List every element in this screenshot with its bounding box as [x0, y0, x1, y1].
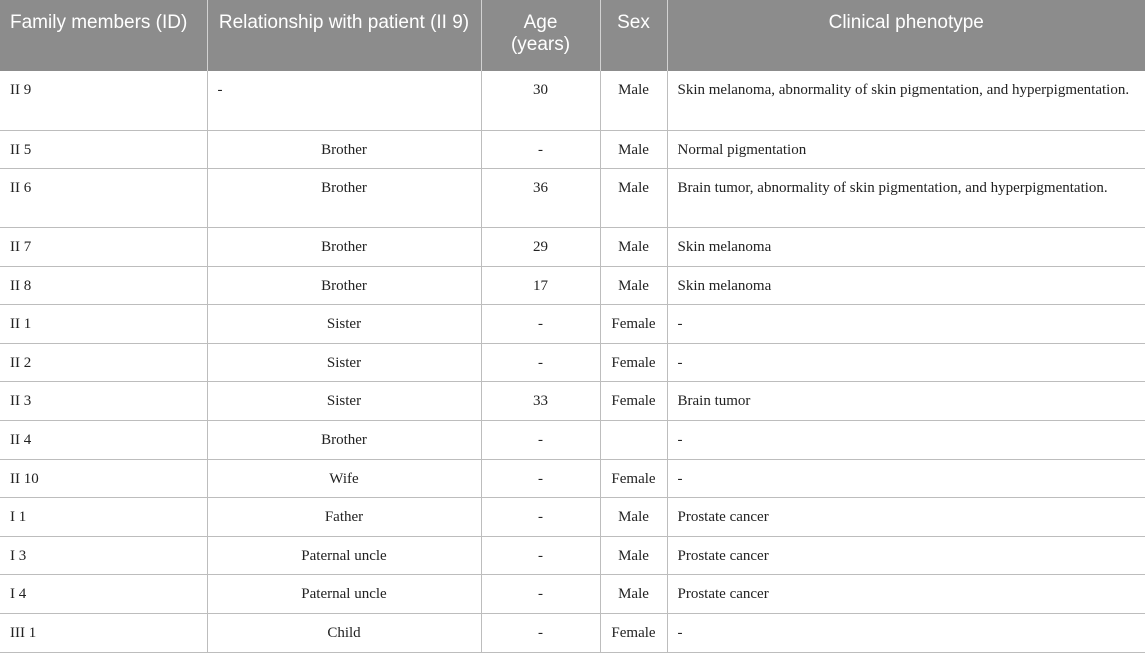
cell-member-id: I 3 [0, 536, 207, 575]
cell-phenotype: Brain tumor [667, 382, 1145, 421]
cell-phenotype: Skin melanoma [667, 228, 1145, 267]
table-row [0, 266, 1145, 305]
cell-age: - [481, 421, 600, 460]
cell-phenotype: - [667, 343, 1145, 382]
cell-phenotype: Brain tumor, abnormality of skin pigmentation, and hyperpigmentation. [667, 169, 1145, 228]
table-row [0, 343, 1145, 382]
cell-member-id: II 3 [0, 382, 207, 421]
cell-sex: Female [600, 305, 667, 344]
table-row [0, 228, 1145, 267]
cell-age: - [481, 575, 600, 614]
cell-relationship: Brother [207, 266, 481, 305]
cell-age: - [481, 614, 600, 653]
cell-relationship: Paternal uncle [207, 575, 481, 614]
cell-member-id: III 1 [0, 614, 207, 653]
table-row [0, 421, 1145, 460]
table-row [0, 130, 1145, 169]
cell-age: - [481, 305, 600, 344]
table-body [0, 71, 1145, 652]
cell-sex: Male [600, 266, 667, 305]
cell-sex: Female [600, 382, 667, 421]
table-row [0, 382, 1145, 421]
cell-member-id: II 5 [0, 130, 207, 169]
cell-sex: Female [600, 343, 667, 382]
cell-phenotype: - [667, 421, 1145, 460]
cell-age: - [481, 536, 600, 575]
cell-member-id: II 6 [0, 169, 207, 228]
cell-member-id: II 7 [0, 228, 207, 267]
cell-member-id: II 1 [0, 305, 207, 344]
cell-relationship: Sister [207, 382, 481, 421]
cell-sex: Female [600, 614, 667, 653]
cell-relationship: Wife [207, 459, 481, 498]
cell-phenotype: - [667, 614, 1145, 653]
cell-phenotype: Skin melanoma [667, 266, 1145, 305]
table-row [0, 305, 1145, 344]
cell-relationship: Paternal uncle [207, 536, 481, 575]
cell-age: - [481, 343, 600, 382]
cell-relationship: Sister [207, 305, 481, 344]
cell-member-id: II 4 [0, 421, 207, 460]
cell-phenotype: Prostate cancer [667, 498, 1145, 537]
cell-age: - [481, 130, 600, 169]
cell-relationship: Father [207, 498, 481, 537]
table-row [0, 169, 1145, 228]
cell-sex: Female [600, 459, 667, 498]
cell-relationship: Brother [207, 421, 481, 460]
cell-sex: Male [600, 130, 667, 169]
cell-relationship: Brother [207, 228, 481, 267]
header-family-members: Family members (ID) [0, 0, 207, 71]
cell-phenotype: - [667, 459, 1145, 498]
cell-member-id: II 8 [0, 266, 207, 305]
cell-sex: Male [600, 169, 667, 228]
cell-phenotype: Prostate cancer [667, 575, 1145, 614]
table-row [0, 536, 1145, 575]
header-row [0, 0, 1145, 71]
cell-age: 33 [481, 382, 600, 421]
cell-member-id: II 2 [0, 343, 207, 382]
cell-sex: Male [600, 71, 667, 130]
table-row [0, 71, 1145, 130]
cell-member-id: II 10 [0, 459, 207, 498]
cell-sex [600, 421, 667, 460]
cell-age: 17 [481, 266, 600, 305]
cell-member-id: II 9 [0, 71, 207, 130]
cell-age: - [481, 459, 600, 498]
cell-sex: Male [600, 498, 667, 537]
cell-member-id: I 1 [0, 498, 207, 537]
cell-relationship: Brother [207, 169, 481, 228]
cell-phenotype: - [667, 305, 1145, 344]
cell-member-id: I 4 [0, 575, 207, 614]
header-age: Age (years) [481, 0, 600, 71]
header-sex: Sex [600, 0, 667, 71]
table-row [0, 575, 1145, 614]
table-row [0, 498, 1145, 537]
cell-sex: Male [600, 575, 667, 614]
cell-age: 36 [481, 169, 600, 228]
cell-age: 29 [481, 228, 600, 267]
cell-phenotype: Skin melanoma, abnormality of skin pigmentation, and hyperpigmentation. [667, 71, 1145, 130]
header-clinical-phenotype: Clinical phenotype [667, 0, 1145, 71]
cell-relationship: Brother [207, 130, 481, 169]
cell-relationship: Child [207, 614, 481, 653]
table-row [0, 459, 1145, 498]
cell-phenotype: Normal pigmentation [667, 130, 1145, 169]
cell-relationship: - [207, 71, 481, 130]
table-row [0, 614, 1145, 653]
cell-age: 30 [481, 71, 600, 130]
cell-phenotype: Prostate cancer [667, 536, 1145, 575]
cell-relationship: Sister [207, 343, 481, 382]
cell-sex: Male [600, 228, 667, 267]
cell-sex: Male [600, 536, 667, 575]
table-header [0, 0, 1145, 71]
cell-age: - [481, 498, 600, 537]
header-relationship: Relationship with patient (II 9) [207, 0, 481, 71]
